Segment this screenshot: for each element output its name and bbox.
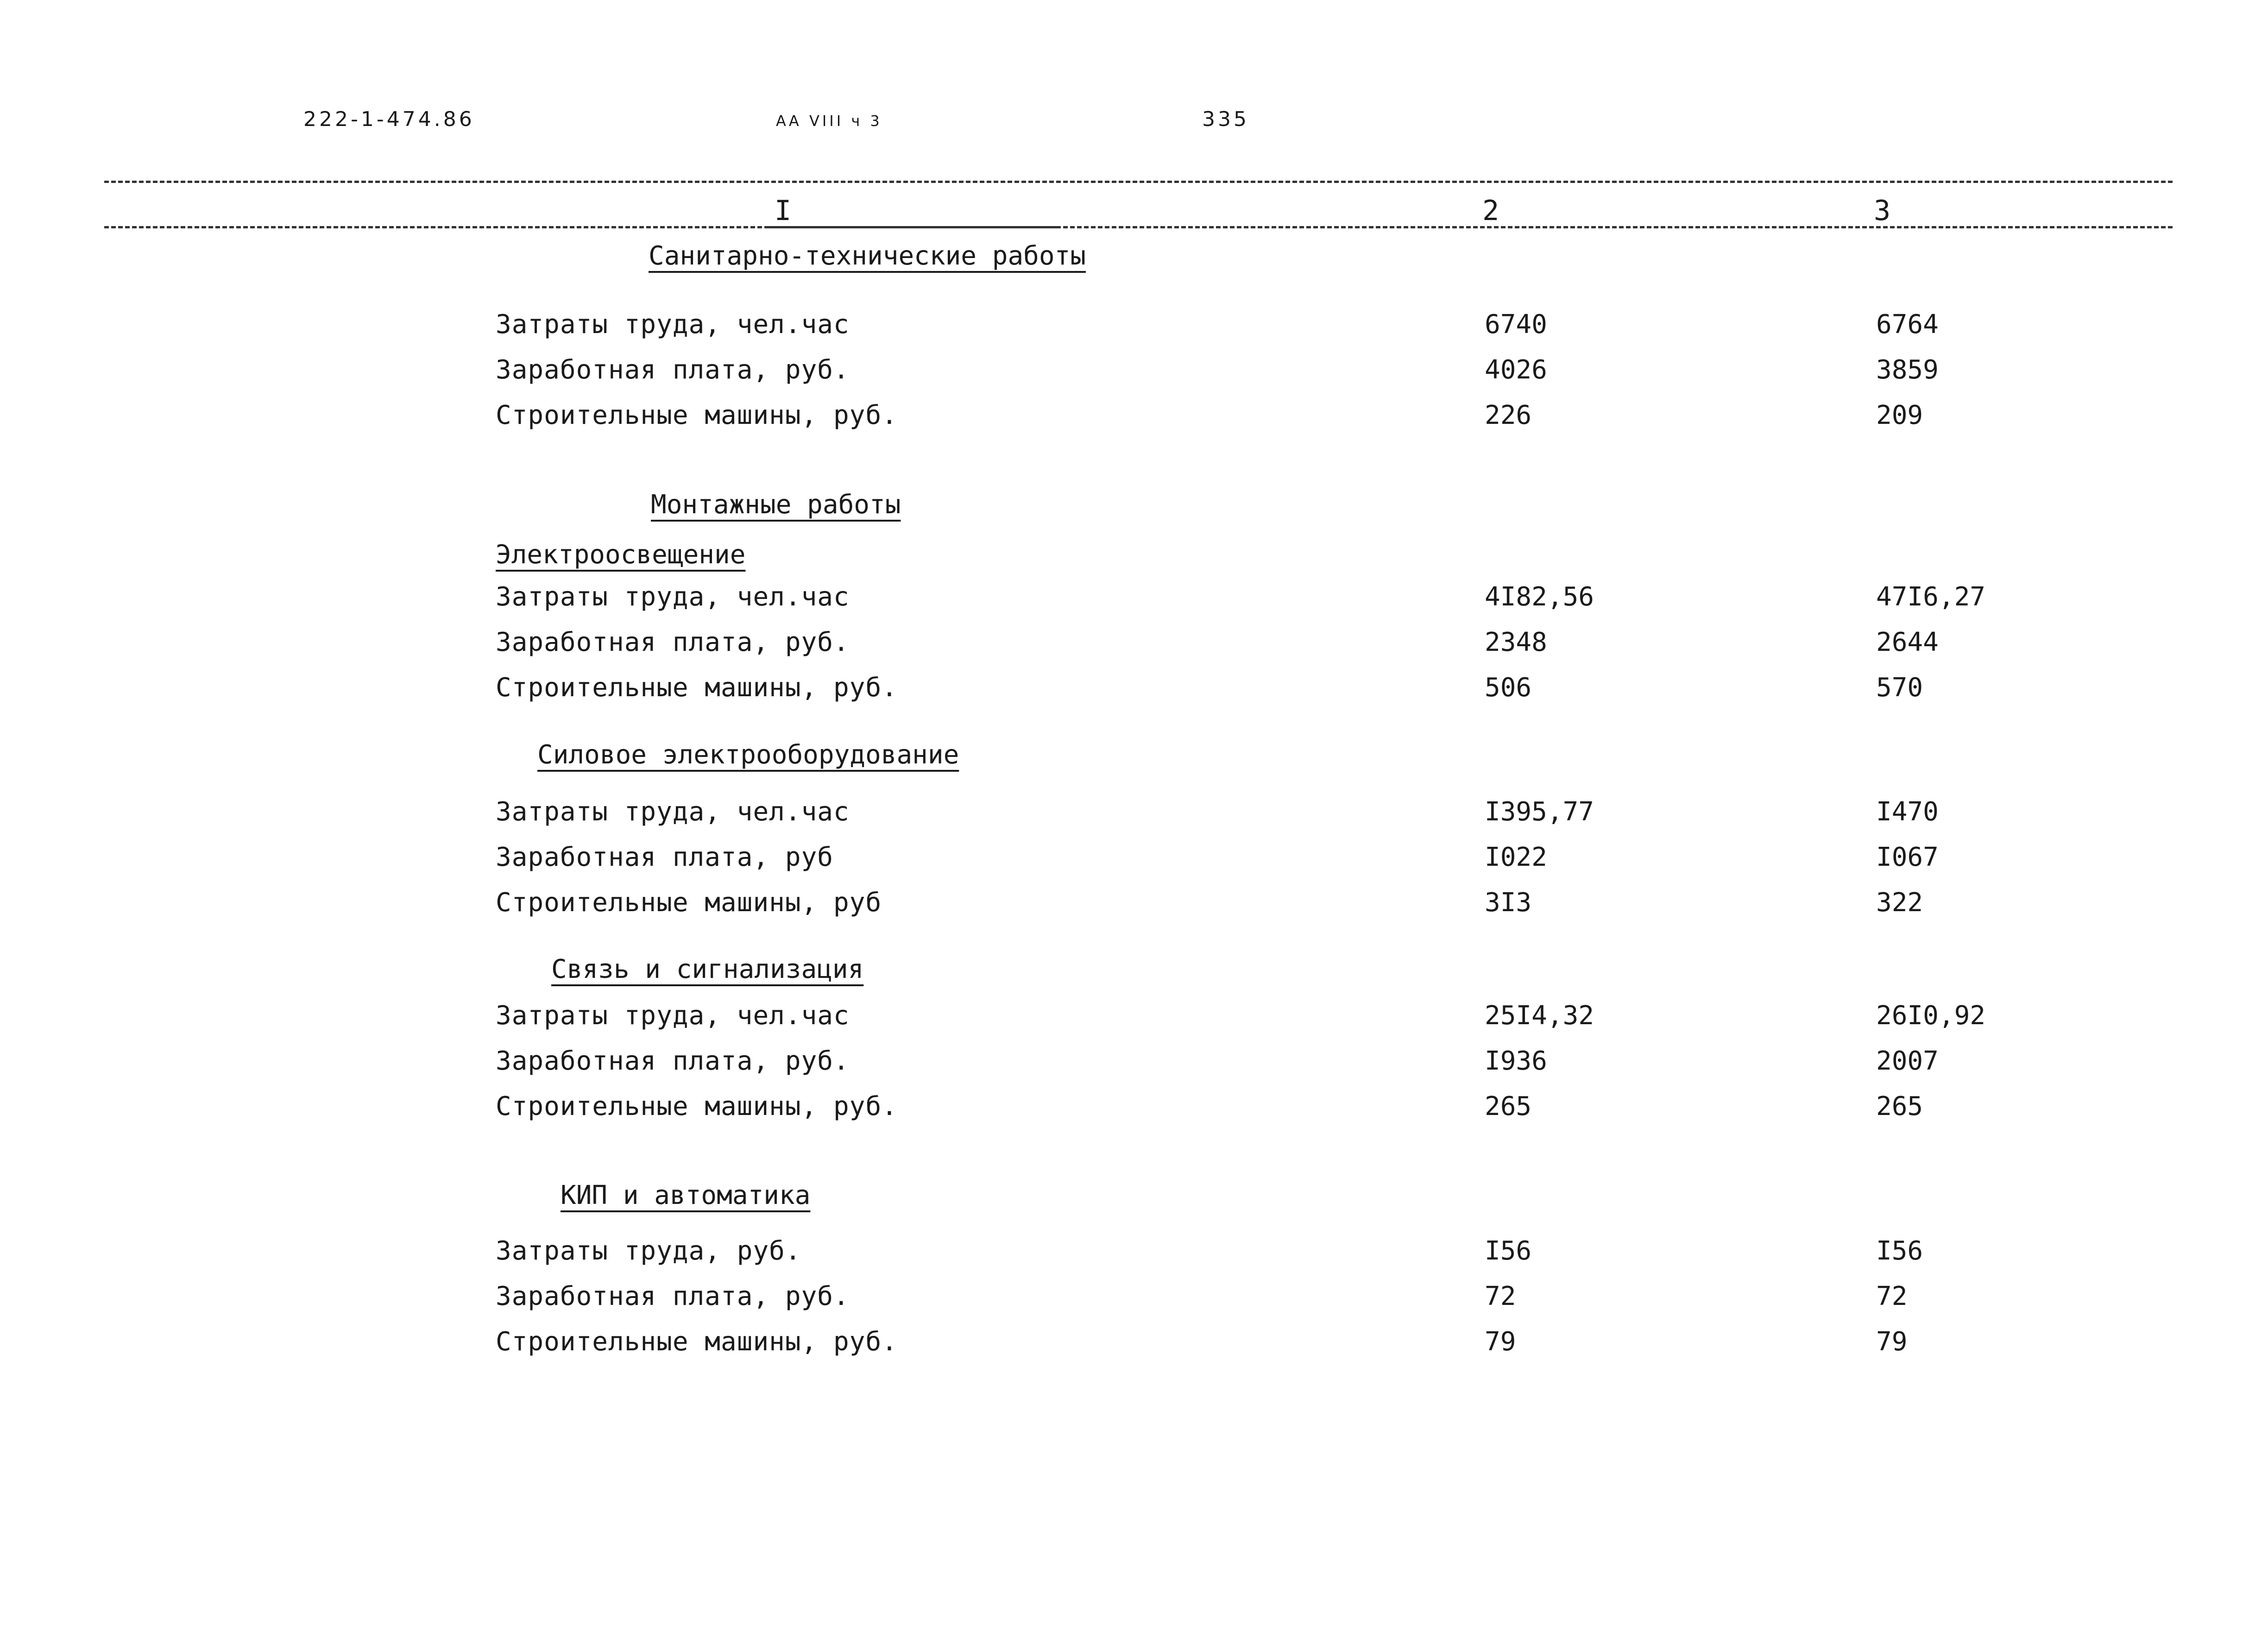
header-solid-segment <box>769 226 1056 228</box>
row-value-col2: 2348 <box>1485 627 1547 657</box>
row-value-col2: I395,77 <box>1485 797 1594 827</box>
row-value-col2: 226 <box>1485 400 1532 430</box>
row-value-col3: I470 <box>1876 797 1939 827</box>
row-value-col3: 47I6,27 <box>1876 582 1986 612</box>
row-label: Строительные машины, руб. <box>496 1091 898 1121</box>
row-value-col3: 265 <box>1876 1091 1923 1121</box>
row-value-col2: I56 <box>1485 1236 1532 1266</box>
row-label: Заработная плата, руб. <box>496 1046 850 1076</box>
row-value-col2: 6740 <box>1485 309 1547 340</box>
table-top-rule <box>104 181 2173 183</box>
section-title-power-equipment: Силовое электрооборудование <box>537 740 959 770</box>
page-number: 335 <box>1202 107 1249 131</box>
row-value-col3: 79 <box>1876 1327 1908 1357</box>
row-value-col2: 4026 <box>1485 355 1547 385</box>
row-label: Заработная плата, руб. <box>496 355 850 385</box>
row-value-col2: 3I3 <box>1485 888 1532 918</box>
row-label: Затраты труда, руб. <box>496 1236 801 1266</box>
row-value-col2: 25I4,32 <box>1485 1001 1594 1031</box>
row-value-col3: 2644 <box>1876 627 1939 657</box>
row-value-col2: 265 <box>1485 1091 1532 1121</box>
table-header-bottom-rule <box>104 226 2173 228</box>
row-label: Затраты труда, чел.час <box>496 797 850 827</box>
row-label: Заработная плата, руб. <box>496 627 850 657</box>
row-value-col2: 4I82,56 <box>1485 582 1594 612</box>
row-label: Строительные машины, руб. <box>496 400 898 430</box>
row-label: Заработная плата, руб. <box>496 1281 850 1311</box>
row-value-col3: I56 <box>1876 1236 1923 1266</box>
column-header-1: I <box>775 195 792 227</box>
row-value-col3: 2007 <box>1876 1046 1939 1076</box>
row-label: Затраты труда, чел.час <box>496 582 850 612</box>
row-value-col3: 26I0,92 <box>1876 1001 1986 1031</box>
column-header-2: 2 <box>1482 195 1499 227</box>
section-title-instrumentation: КИП и автоматика <box>561 1180 811 1210</box>
row-value-col3: 3859 <box>1876 355 1939 385</box>
row-value-col2: I022 <box>1485 842 1547 872</box>
album-reference: АА VIII ч 3 <box>776 112 882 130</box>
row-value-col3: 570 <box>1876 673 1923 703</box>
row-label: Затраты труда, чел.час <box>496 1001 850 1031</box>
row-value-col2: 72 <box>1485 1281 1516 1311</box>
column-header-3: 3 <box>1874 195 1891 227</box>
section-title-installation: Монтажные работы <box>651 490 901 520</box>
row-label: Строительные машины, руб <box>496 888 882 918</box>
section-title-communications: Связь и сигнализация <box>551 954 864 984</box>
row-value-col2: I936 <box>1485 1046 1547 1076</box>
row-value-col3: 322 <box>1876 888 1923 918</box>
row-label: Строительные машины, руб. <box>496 673 898 703</box>
row-value-col3: I067 <box>1876 842 1939 872</box>
row-value-col2: 79 <box>1485 1327 1516 1357</box>
row-label: Заработная плата, руб <box>496 842 834 872</box>
row-label: Строительные машины, руб. <box>496 1327 898 1357</box>
row-value-col2: 506 <box>1485 673 1532 703</box>
row-value-col3: 6764 <box>1876 309 1939 340</box>
subsection-title-lighting: Электроосвещение <box>496 540 746 570</box>
row-label: Затраты труда, чел.час <box>496 309 850 340</box>
row-value-col3: 209 <box>1876 400 1923 430</box>
row-value-col3: 72 <box>1876 1281 1908 1311</box>
document-code: 222-1-474.86 <box>303 107 475 131</box>
section-title-sanitary: Санитарно-технические работы <box>649 241 1086 271</box>
